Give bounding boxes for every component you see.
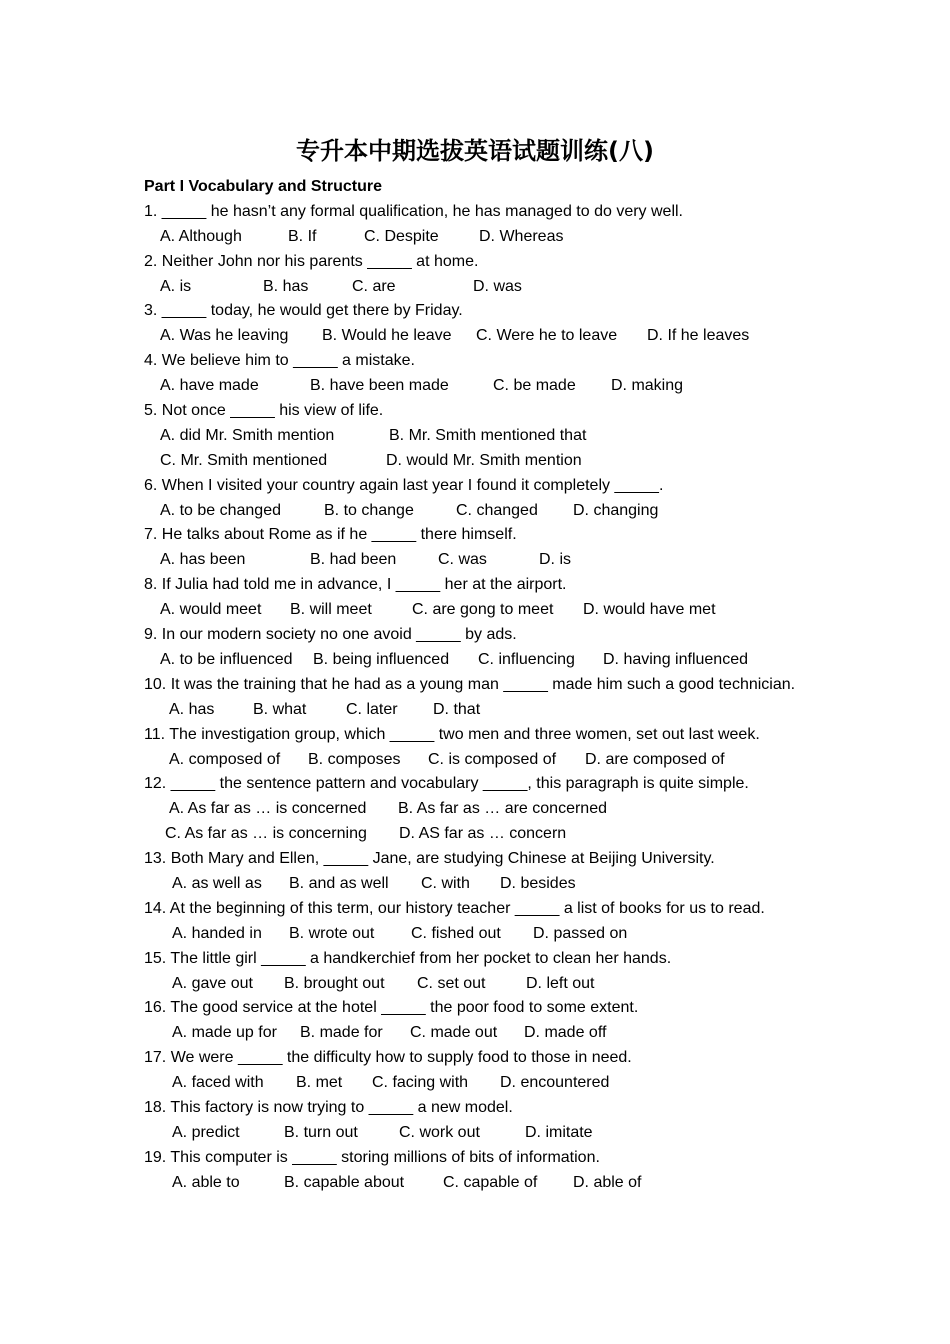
answer-option: B. turn out xyxy=(284,1123,358,1141)
option-row xyxy=(144,1121,806,1146)
answer-option: C. fished out xyxy=(411,924,501,942)
option-row xyxy=(144,1071,806,1096)
answer-option: C. Mr. Smith mentioned xyxy=(160,451,328,469)
answer-option: A. faced with xyxy=(172,1074,264,1092)
answer-option: A. composed of xyxy=(169,750,281,768)
question-text: 1. _____ he hasn’t any formal qualification, he has managed to do very well. xyxy=(144,202,683,220)
option-row xyxy=(144,1021,806,1046)
option-row xyxy=(144,922,806,947)
option-row xyxy=(144,374,806,399)
question-text: 16. The good service at the hotel _____ the poor food to some extent. xyxy=(144,999,639,1017)
option-row xyxy=(144,324,806,349)
answer-option: C. set out xyxy=(417,974,486,992)
answer-option: B. composes xyxy=(308,750,401,768)
answer-option: A. able to xyxy=(172,1173,240,1191)
answer-option: C. was xyxy=(438,551,487,569)
option-row xyxy=(144,822,806,847)
answer-option: B. Mr. Smith mentioned that xyxy=(389,426,587,444)
answer-option: B. met xyxy=(296,1074,343,1092)
answer-option: B. being influenced xyxy=(313,650,450,668)
answer-option: D. left out xyxy=(526,974,595,992)
answer-option: C. are gong to meet xyxy=(412,601,554,619)
answer-option: B. to change xyxy=(324,501,414,519)
answer-option: A. Although xyxy=(160,227,242,245)
answer-option: A. is xyxy=(160,277,192,295)
answer-option: B. has xyxy=(263,277,309,295)
question-text: 4. We believe him to _____ a mistake. xyxy=(144,352,415,370)
answer-option: D. would have met xyxy=(583,601,716,619)
section-heading: Part I Vocabulary and Structure xyxy=(144,178,382,195)
option-row xyxy=(144,275,806,300)
option-row xyxy=(144,797,806,822)
option-row xyxy=(144,424,806,449)
answer-option: A. would meet xyxy=(160,601,262,619)
answer-option: A. Was he leaving xyxy=(160,327,289,345)
option-row xyxy=(144,872,806,897)
answer-option: B. brought out xyxy=(284,974,385,992)
answer-option: C. facing with xyxy=(372,1074,469,1092)
answer-option: A. As far as … is concerned xyxy=(169,800,367,818)
answer-option: D. made off xyxy=(524,1024,607,1042)
question-text: 17. We were _____ the difficulty how to supply food to those in need. xyxy=(144,1049,632,1067)
question-text: 11. The investigation group, which _____ two men and three women, set out last week. xyxy=(144,725,760,743)
answer-option: C. is composed of xyxy=(428,750,557,768)
answer-option: A. gave out xyxy=(172,974,253,992)
option-row xyxy=(144,972,806,997)
answer-option: A. did Mr. Smith mention xyxy=(160,426,335,444)
answer-option: D. Whereas xyxy=(479,227,564,245)
answer-option: A. to be changed xyxy=(160,501,281,519)
question-text: 18. This factory is now trying to _____ a new model. xyxy=(144,1098,513,1116)
question-text: 5. Not once _____ his view of life. xyxy=(144,402,384,420)
question-text: 12. _____ the sentence pattern and vocabulary _____, this paragraph is quite simple. xyxy=(144,775,749,793)
answer-option: C. capable of xyxy=(443,1173,538,1191)
answer-option: D. AS far as … concern xyxy=(399,825,567,843)
option-row xyxy=(144,648,806,673)
option-row xyxy=(144,225,806,250)
answer-option: A. as well as xyxy=(172,874,262,892)
question-text: 9. In our modern society no one avoid _____ by ads. xyxy=(144,626,517,644)
answer-option: C. are xyxy=(352,277,396,295)
answer-option: D. encountered xyxy=(500,1074,610,1092)
answer-option: C. Despite xyxy=(364,227,439,245)
answer-option: B. As far as … are concerned xyxy=(398,800,607,818)
question-text: 3. _____ today, he would get there by Friday. xyxy=(144,302,463,320)
answer-option: C. changed xyxy=(456,501,538,519)
answer-option: B. made for xyxy=(300,1024,383,1042)
question-text: 19. This computer is _____ storing millions of bits of information. xyxy=(144,1148,600,1166)
answer-option: C. be made xyxy=(493,377,576,395)
answer-option: C. made out xyxy=(410,1024,498,1042)
answer-option: D. making xyxy=(611,377,684,395)
document-title: 专升本中期选拔英语试题训练(八) xyxy=(296,137,654,165)
answer-option: A. have made xyxy=(160,377,259,395)
answer-option: A. predict xyxy=(172,1123,240,1141)
answer-option: D. If he leaves xyxy=(647,327,750,345)
answer-option: D. imitate xyxy=(525,1123,593,1141)
answer-option: B. had been xyxy=(310,551,397,569)
option-row xyxy=(144,598,806,623)
option-row xyxy=(144,748,806,773)
answer-option: D. is xyxy=(539,551,571,569)
answer-option: A. made up for xyxy=(172,1024,277,1042)
answer-option: D. that xyxy=(433,700,481,718)
answer-option: B. have been made xyxy=(310,377,449,395)
question-text: 13. Both Mary and Ellen, _____ Jane, are studying Chinese at Beijing University. xyxy=(144,850,715,868)
option-row xyxy=(144,548,806,573)
answer-option: C. Were he to leave xyxy=(476,327,618,345)
question-text: 14. At the beginning of this term, our history teacher _____ a list of books for us to read. xyxy=(144,899,765,917)
option-row xyxy=(144,698,806,723)
answer-option: A. has been xyxy=(160,551,246,569)
answer-option: D. are composed of xyxy=(585,750,725,768)
question-text: 2. Neither John nor his parents _____ at home. xyxy=(144,252,479,270)
answer-option: B. If xyxy=(288,227,317,245)
answer-option: B. will meet xyxy=(290,601,372,619)
question-text: 8. If Julia had told me in advance, I _____ her at the airport. xyxy=(144,576,567,594)
answer-option: B. wrote out xyxy=(289,924,375,942)
answer-option: A. to be influenced xyxy=(160,650,293,668)
answer-option: A. has xyxy=(169,700,215,718)
answer-option: C. with xyxy=(421,874,470,892)
option-row xyxy=(144,449,806,474)
option-row xyxy=(144,499,806,524)
answer-option: B. Would he leave xyxy=(322,327,452,345)
answer-option: C. later xyxy=(346,700,398,718)
answer-option: B. and as well xyxy=(289,874,389,892)
answer-option: D. would Mr. Smith mention xyxy=(386,451,582,469)
answer-option: D. was xyxy=(473,277,522,295)
question-list xyxy=(144,175,806,1196)
answer-option: D. besides xyxy=(500,874,576,892)
answer-option: A. handed in xyxy=(172,924,262,942)
question-text: 10. It was the training that he had as a young man _____ made him such a good technician. xyxy=(144,675,796,693)
answer-option: B. capable about xyxy=(284,1173,405,1191)
answer-option: B. what xyxy=(253,700,307,718)
answer-option: D. having influenced xyxy=(603,650,748,668)
answer-option: C. As far as … is concerning xyxy=(165,825,367,843)
option-row xyxy=(144,1171,806,1196)
question-text: 15. The little girl _____ a handkerchief from her pocket to clean her hands. xyxy=(144,949,672,967)
answer-option: D. changing xyxy=(573,501,659,519)
question-text: 7. He talks about Rome as if he _____ there himself. xyxy=(144,526,517,544)
answer-option: C. work out xyxy=(399,1123,480,1141)
answer-option: D. passed on xyxy=(533,924,628,942)
answer-option: C. influencing xyxy=(478,650,575,668)
question-text: 6. When I visited your country again last year I found it completely _____. xyxy=(144,476,664,494)
answer-option: D. able of xyxy=(573,1173,642,1191)
